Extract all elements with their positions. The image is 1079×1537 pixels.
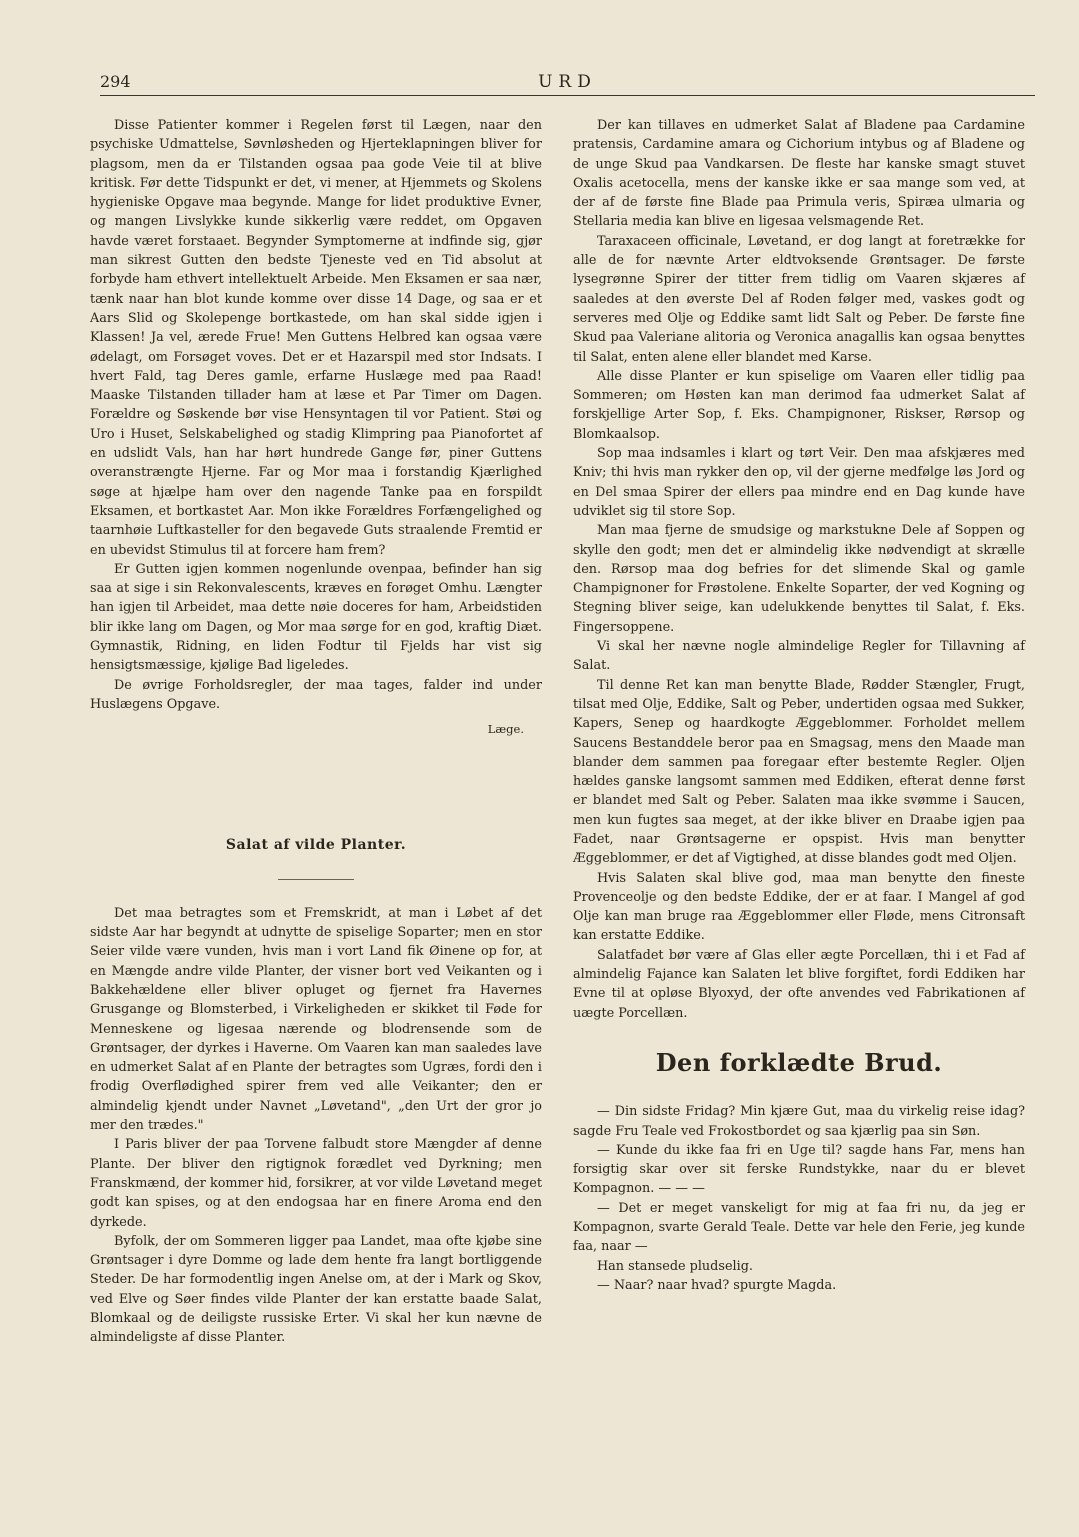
paragraph: Taraxaceen officinale, Løvetand, er dog langt at foretrække for alle de for nævnte Arter eldtvoksende Grøntsager. De første lysegrønne Spirer der titter frem tidlig om Vaaren skjæres af saaledes at den øverste Del af Roden følger med, vaskes godt og serveres med Olje og Eddike samt lidt Salt og Peber. De første fine Skud paa Valeriane alitoria og Veronica anagallis kan ogsaa benyttes til Salat, enten alene eller blandet med Karse.	[573, 233, 1025, 365]
paragraph: Er Gutten igjen kommen nogenlunde ovenpaa, befinder han sig saa at sige i sin Rekonvalescents, kræves en forøget Omhu. Længter han igjen til Arbeidet, maa dette nøie doceres for ham, Arbeidstiden blir ikke lang om Dagen, og Mor maa sørge for en god, kraftig Diæt. Gymnastik, Ridning, en liden Fodtur til Fjelds har vist sig hensigtsmæssige, kjølige Bad ligeledes.	[90, 561, 542, 674]
paragraph: Vi skal her nævne nogle almindelige Regler for Tillavning af Salat.	[573, 639, 1025, 674]
section-divider	[278, 879, 354, 880]
paragraph: Salatfadet bør være af Glas eller ægte Porcellæn, thi i et Fad af almindelig Fajance kan Salaten let blive forgiftet, fordi Eddiken har Evne til at opløse Blyoxyd, der ofte anvendes ved Fabrikationen af uægte Porcellæn.	[573, 947, 1025, 1021]
paragraph: Hvis Salaten skal blive god, maa man benytte den fineste Provenceolje og den bedste Eddike, der er at faar. I Mangel af god Olje kan man bruge raa Æggeblommer eller Fløde, mens Citronsaft kan erstatte Eddike.	[573, 870, 1025, 944]
story-title: Den forklædte Brud.	[655, 1047, 943, 1077]
paragraph: Det maa betragtes som et Fremskridt, at man i Løbet af det sidste Aar har begyndt at udnytte de spiselige Soparter; men en stor Seier vilde være vunden, hvis man i vort Land fik Øinene op for, at en Mængde andre vilde Planter, der visner bort ved Veikanten og i Bakkehældene eller bliver opluget og fjernet fra Havernes Grusgange og Blomsterbed, i Virkeligheden er skikket til Føde for Menneskene og ligesaa nærende og blodrensende som de Grøntsager, der dyrkes i Haverne. Om Vaaren kan man saaledes lave en udmerket Salat af en Plante der betragtes som Ugræs, fordi den i frodig Overflødighed spirer frem ved alle Veikanter; den er almindelig kjendt under Navnet „Løvetand", „den Urt der gror jo mer den trædes."	[90, 905, 542, 1134]
paragraph: — Din sidste Fridag? Min kjære Gut, maa du virkelig reise idag? sagde Fru Teale ved Frokostbordet og saa kjærlig paa sin Søn.	[573, 1104, 1025, 1139]
right-column	[573, 116, 1025, 1295]
author-signature: Læge.	[487, 722, 524, 737]
paragraph: De øvrige Forholdsregler, der maa tages, falder ind under Huslægens Opgave.	[90, 677, 542, 712]
running-head	[100, 72, 1035, 96]
paragraph: Disse Patienter kommer i Regelen først til Lægen, naar den psychiske Udmattelse, Søvnløsheden og Hjerteklapningen bliver for plagsom, men da er Tilstanden ogsaa paa gode Veie til at blive kritisk. Før dette Tidspunkt er det, vi mener, at Hjemmets og Skolens hygieniske Opgave maa begynde. Mange for lidet produktive Evner, og mangen Livslykke kunde sikkerlig være reddet, om Opgaven havde været forstaaet. Begynder Symptomerne at indfinde sig, gjør man sikrest Gutten den bedste Tjeneste ved en Tid absolut at forbyde ham ethvert intellektuelt Arbeide. Men Eksamen er saa nær, tænk naar han blot kunde komme over disse 14 Dage, og saa er et Aars Slid og Skolepenge bortkastede, om han skal sidde igjen i Klassen! Ja vel, ærede Frue! Men Guttens Helbred kan ogsaa være ødelagt, om Forsøget voves. Det er et Hazarspil med stor Indsats. I hvert Fald, tag Deres gamle, erfarne Huslæge med paa Raad! Maaske Tilstanden tillader ham at læse et Par Timer om Dagen. Forældre og Søskende bør vise Hensyntagen til vor Patient. Støi og Uro i Huset, Selskabelighed og stadig Klimpring paa Pianofortet af en udslidt Vals, han har hørt hundrede Gange før, piner Guttens overanstrængte Hjerne. Far og Mor maa i forstandig Kjærlighed søge at hjælpe ham over den nagende Tanke paa en forspildt Eksamen, et bortkastet Aar. Mon ikke Forældres Forfængelighed og taarnhøie Luftkasteller for den begavede Guts straalende Fremtid er en ubevidst Stimulus til at forcere ham frem?	[90, 118, 542, 558]
paragraph: I Paris bliver der paa Torvene falbudt store Mængder af denne Plante. Der bliver den rigtignok forædlet ved Dyrkning; men Franskmænd, der kommer hid, forsikrer, at vor vilde Løvetand meget godt kan spises, og at den endogsaa har en finere Aroma end den dyrkede.	[90, 1137, 542, 1230]
paragraph: Han stansede pludselig.	[597, 1258, 753, 1274]
paragraph: Til denne Ret kan man benytte Blade, Rødder Stængler, Frugt, tilsat med Olje, Eddike, Salt og Peber, undertiden ogsaa med Sukker, Kapers, Senep og haardkogte Æggeblommer. Forholdet mellem Saucens Bestanddele beror paa en Smagsag, mens den Maade man blander dem sammen paa foregaar efter bestemte Regler. Oljen hældes ganske langsomt sammen med Eddiken, efterat denne først er blandet med Salt og Peber. Salaten maa ikke svømme i Saucen, men kun fugtes saa meget, at der ikke bliver en Draabe igjen paa Fadet, naar Grøntsagerne er opspist. Hvis man benytter Æggeblommer, er det af Vigtighed, at disse blandes godt med Oljen.	[573, 677, 1025, 867]
paragraph: — Kunde du ikke faa fri en Uge til? sagde hans Far, mens han forsigtig skar over sit ferske Rundstykke, naar du er blevet Kompagnon. — — —	[573, 1142, 1025, 1197]
section-heading: Salat af vilde Planter.	[225, 836, 407, 853]
journal-title: URD	[538, 72, 597, 92]
paragraph: — Naar? naar hvad? spurgte Magda.	[597, 1277, 837, 1293]
paragraph: Alle disse Planter er kun spiselige om Vaaren eller tidlig paa Sommeren; om Høsten kan man derimod faa udmerket Salat af forskjellige Arter Sop, f. Eks. Champignoner, Riskser, Rørsop og Blomkaalsop.	[573, 368, 1025, 442]
header-rule	[100, 95, 1035, 96]
paragraph: — Det er meget vanskeligt for mig at faa fri nu, da jeg er Kompagnon, svarte Gerald Teale. Dette var hele den Ferie, jeg kunde faa, naar —	[573, 1200, 1025, 1255]
paragraph: Der kan tillaves en udmerket Salat af Bladene paa Cardamine pratensis, Cardamine amara og Cichorium intybus og af Bladene og de unge Skud paa Vandkarsen. De fleste har kanske smagt stuvet Oxalis acetocella, mens der kanske ikke er saa mange som ved, at der af de første fine Blade paa Primula veris, Spiræa ulmaria og Stellaria media kan blive en ligesaa velsmagende Ret.	[573, 118, 1025, 230]
paragraph: Man maa fjerne de smudsige og markstukne Dele af Soppen og skylle den godt; men det er almindelig ikke nødvendigt at skrælle den. Rørsop maa dog befries for det slimende Skal og gamle Champignoner for Frøstolene. Enkelte Soparter, der ved Kogning og Stegning bliver seige, kan udelukkende benyttes til Salat, f. Eks. Fingersoppene.	[573, 523, 1025, 635]
page-number: 294	[100, 72, 131, 91]
left-column	[90, 116, 542, 1348]
paragraph: Byfolk, der om Sommeren ligger paa Landet, maa ofte kjøbe sine Grøntsager i dyre Domme og lade dem hente fra langt bortliggende Steder. De har formodentlig ingen Anelse om, at der i Mark og Skov, ved Elve og Søer findes vilde Planter der kan erstatte baade Salat, Blomkaal og de deiligste russiske Erter. Vi skal her kun nævne de almindeligste af disse Planter.	[90, 1233, 542, 1346]
paragraph: Sop maa indsamles i klart og tørt Veir. Den maa afskjæres med Kniv; thi hvis man rykker den op, vil der gjerne medfølge løs Jord og en Del smaa Spirer der ellers paa mindre end en Dag kunde have udviklet sig til store Sop.	[573, 446, 1025, 519]
